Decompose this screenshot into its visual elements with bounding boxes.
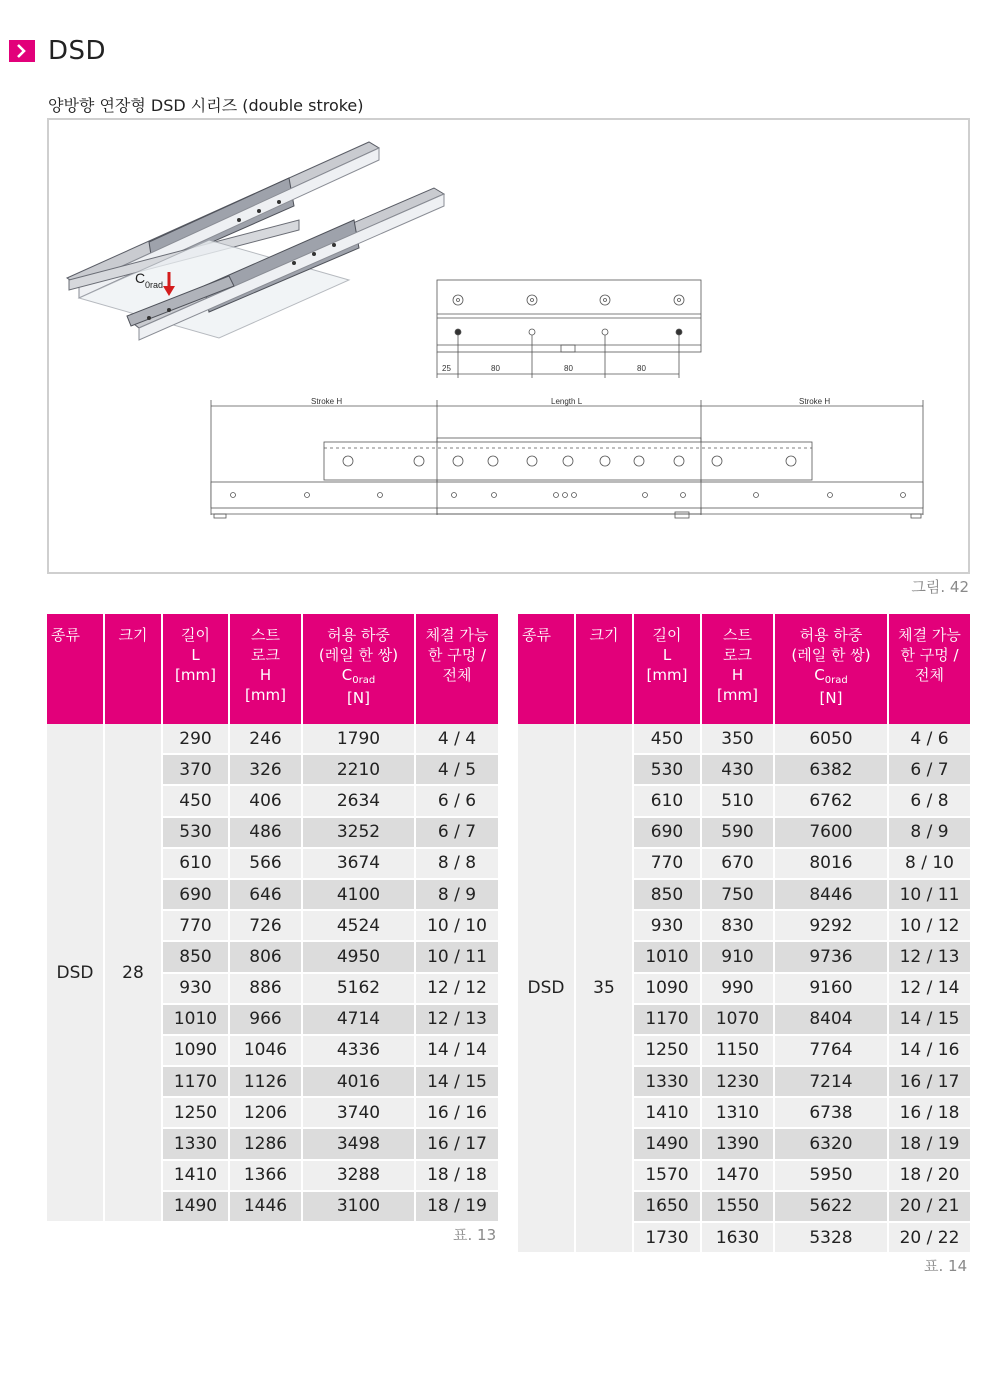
stroke-cell: 1470 bbox=[702, 1161, 775, 1192]
length-cell: 530 bbox=[163, 818, 230, 849]
holes-cell: 14 / 15 bbox=[416, 1067, 498, 1098]
holes-cell: 14 / 14 bbox=[416, 1036, 498, 1067]
holes-cell: 6 / 6 bbox=[416, 786, 498, 817]
load-cell: 5162 bbox=[303, 974, 416, 1005]
holes-cell: 4 / 5 bbox=[416, 755, 498, 786]
length-cell: 1730 bbox=[634, 1223, 702, 1254]
load-cell: 6320 bbox=[775, 1129, 889, 1160]
length-cell: 770 bbox=[634, 849, 702, 880]
length-cell: 1410 bbox=[634, 1098, 702, 1129]
length-cell: 1170 bbox=[163, 1067, 230, 1098]
stroke-cell: 1390 bbox=[702, 1129, 775, 1160]
stroke-cell: 910 bbox=[702, 942, 775, 973]
load-cell: 4714 bbox=[303, 1005, 416, 1036]
col-stroke: 스트 로크 H [mm] bbox=[230, 614, 303, 724]
length-cell: 1010 bbox=[163, 1005, 230, 1036]
svg-text:80: 80 bbox=[637, 364, 646, 373]
length-cell: 610 bbox=[634, 786, 702, 817]
length-cell: 770 bbox=[163, 911, 230, 942]
load-label: C bbox=[135, 270, 146, 286]
holes-cell: 12 / 13 bbox=[889, 942, 970, 973]
length-cell: 1090 bbox=[163, 1036, 230, 1067]
holes-cell: 10 / 12 bbox=[889, 911, 970, 942]
length-cell: 290 bbox=[163, 724, 230, 755]
holes-cell: 16 / 17 bbox=[889, 1067, 970, 1098]
length-cell: 930 bbox=[163, 974, 230, 1005]
holes-cell: 6 / 7 bbox=[416, 818, 498, 849]
svg-text:Stroke H: Stroke H bbox=[311, 397, 343, 406]
load-cell: 6738 bbox=[775, 1098, 889, 1129]
col-type: 종류 bbox=[47, 614, 105, 724]
length-cell: 450 bbox=[163, 786, 230, 817]
holes-cell: 14 / 16 bbox=[889, 1036, 970, 1067]
load-cell: 7764 bbox=[775, 1036, 889, 1067]
holes-cell: 12 / 13 bbox=[416, 1005, 498, 1036]
stroke-cell: 1630 bbox=[702, 1223, 775, 1254]
holes-cell: 6 / 7 bbox=[889, 755, 970, 786]
load-cell: 5328 bbox=[775, 1223, 889, 1254]
length-cell: 850 bbox=[163, 942, 230, 973]
col-holes: 체결 가능 한 구멍 / 전체 bbox=[416, 614, 498, 724]
figure-caption: 그림. 42 bbox=[911, 578, 969, 596]
stroke-cell: 646 bbox=[230, 880, 303, 911]
col-length: 길이 L [mm] bbox=[634, 614, 702, 724]
stroke-cell: 406 bbox=[230, 786, 303, 817]
chevron-right-icon bbox=[9, 40, 35, 62]
col-load: 허용 하중 (레일 한 쌍) $C_{0rad}$ [N] bbox=[303, 614, 416, 724]
stroke-cell: 886 bbox=[230, 974, 303, 1005]
page-title: DSD bbox=[48, 36, 107, 66]
load-cell: 7600 bbox=[775, 818, 889, 849]
col-stroke: 스트 로크 H [mm] bbox=[702, 614, 775, 724]
holes-cell: 20 / 21 bbox=[889, 1192, 970, 1223]
table-header-row bbox=[47, 614, 498, 724]
load-cell: 8016 bbox=[775, 849, 889, 880]
length-cell: 1650 bbox=[634, 1192, 702, 1223]
load-cell: 7214 bbox=[775, 1067, 889, 1098]
stroke-cell: 1446 bbox=[230, 1192, 303, 1223]
holes-cell: 8 / 9 bbox=[416, 880, 498, 911]
load-cell: 2634 bbox=[303, 786, 416, 817]
stroke-cell: 510 bbox=[702, 786, 775, 817]
length-cell: 370 bbox=[163, 755, 230, 786]
holes-cell: 14 / 15 bbox=[889, 1005, 970, 1036]
length-cell: 610 bbox=[163, 849, 230, 880]
load-cell: 2210 bbox=[303, 755, 416, 786]
holes-cell: 10 / 11 bbox=[416, 942, 498, 973]
holes-cell: 10 / 11 bbox=[889, 880, 970, 911]
svg-text:Stroke H: Stroke H bbox=[799, 397, 831, 406]
table-header-row bbox=[518, 614, 970, 724]
section-subtitle: 양방향 연장형 DSD 시리즈 (double stroke) bbox=[48, 96, 364, 115]
load-cell: 9736 bbox=[775, 942, 889, 973]
stroke-cell: 1286 bbox=[230, 1129, 303, 1160]
stroke-cell: 670 bbox=[702, 849, 775, 880]
dimension-labels-top bbox=[442, 364, 646, 373]
size-cell: 35 bbox=[576, 724, 634, 1254]
load-cell: 3288 bbox=[303, 1161, 416, 1192]
load-cell: 8404 bbox=[775, 1005, 889, 1036]
length-cell: 1570 bbox=[634, 1161, 702, 1192]
load-cell: 3100 bbox=[303, 1192, 416, 1223]
svg-text:25: 25 bbox=[442, 364, 451, 373]
length-cell: 1330 bbox=[163, 1129, 230, 1160]
length-cell: 850 bbox=[634, 880, 702, 911]
col-length: 길이 L [mm] bbox=[163, 614, 230, 724]
holes-cell: 18 / 18 bbox=[416, 1161, 498, 1192]
spec-table-14 bbox=[518, 614, 970, 1254]
load-cell: 3252 bbox=[303, 818, 416, 849]
load-cell: 4016 bbox=[303, 1067, 416, 1098]
load-cell: 4336 bbox=[303, 1036, 416, 1067]
load-cell: 9292 bbox=[775, 911, 889, 942]
stroke-cell: 1310 bbox=[702, 1098, 775, 1129]
size-cell: 28 bbox=[105, 724, 163, 1223]
length-cell: 1490 bbox=[634, 1129, 702, 1160]
stroke-labels bbox=[311, 397, 830, 406]
holes-cell: 8 / 8 bbox=[416, 849, 498, 880]
table-caption-13: 표. 13 bbox=[453, 1226, 497, 1244]
svg-text:Length L: Length L bbox=[551, 397, 583, 406]
length-cell: 1250 bbox=[163, 1098, 230, 1129]
stroke-cell: 830 bbox=[702, 911, 775, 942]
stroke-cell: 806 bbox=[230, 942, 303, 973]
length-cell: 450 bbox=[634, 724, 702, 755]
stroke-cell: 590 bbox=[702, 818, 775, 849]
side-view bbox=[211, 438, 923, 518]
holes-cell: 16 / 16 bbox=[416, 1098, 498, 1129]
table-body bbox=[518, 724, 970, 1254]
stroke-cell: 486 bbox=[230, 818, 303, 849]
isometric-rail-illustration bbox=[67, 142, 444, 340]
table-body bbox=[47, 724, 498, 1223]
length-cell: 1330 bbox=[634, 1067, 702, 1098]
load-cell: 9160 bbox=[775, 974, 889, 1005]
holes-cell: 4 / 6 bbox=[889, 724, 970, 755]
load-cell: 6382 bbox=[775, 755, 889, 786]
table-row bbox=[47, 724, 498, 755]
col-load: 허용 하중 (레일 한 쌍) $C_{0rad}$ [N] bbox=[775, 614, 889, 724]
stroke-cell: 326 bbox=[230, 755, 303, 786]
rail-drawing bbox=[49, 120, 968, 572]
holes-cell: 8 / 10 bbox=[889, 849, 970, 880]
col-holes: 체결 가능 한 구멍 / 전체 bbox=[889, 614, 970, 724]
load-cell: 6050 bbox=[775, 724, 889, 755]
stroke-cell: 1230 bbox=[702, 1067, 775, 1098]
load-cell: 3674 bbox=[303, 849, 416, 880]
load-cell: 5950 bbox=[775, 1161, 889, 1192]
holes-cell: 18 / 20 bbox=[889, 1161, 970, 1192]
type-cell: DSD bbox=[47, 724, 105, 1223]
length-cell: 930 bbox=[634, 911, 702, 942]
col-size: 크기 bbox=[576, 614, 634, 724]
stroke-cell: 1366 bbox=[230, 1161, 303, 1192]
holes-cell: 12 / 12 bbox=[416, 974, 498, 1005]
load-cell: 4524 bbox=[303, 911, 416, 942]
col-size: 크기 bbox=[105, 614, 163, 724]
stroke-cell: 1126 bbox=[230, 1067, 303, 1098]
length-cell: 690 bbox=[163, 880, 230, 911]
holes-cell: 10 / 10 bbox=[416, 911, 498, 942]
holes-cell: 20 / 22 bbox=[889, 1223, 970, 1254]
svg-text:80: 80 bbox=[491, 364, 500, 373]
stroke-cell: 566 bbox=[230, 849, 303, 880]
length-cell: 1170 bbox=[634, 1005, 702, 1036]
holes-cell: 6 / 8 bbox=[889, 786, 970, 817]
stroke-cell: 1070 bbox=[702, 1005, 775, 1036]
stroke-cell: 990 bbox=[702, 974, 775, 1005]
stroke-cell: 1046 bbox=[230, 1036, 303, 1067]
svg-text:80: 80 bbox=[564, 364, 573, 373]
stroke-cell: 726 bbox=[230, 911, 303, 942]
load-cell: 1790 bbox=[303, 724, 416, 755]
holes-cell: 18 / 19 bbox=[889, 1129, 970, 1160]
load-cell: 6762 bbox=[775, 786, 889, 817]
stroke-cell: 1550 bbox=[702, 1192, 775, 1223]
holes-cell: 12 / 14 bbox=[889, 974, 970, 1005]
stroke-cell: 1206 bbox=[230, 1098, 303, 1129]
stroke-cell: 966 bbox=[230, 1005, 303, 1036]
holes-cell: 16 / 17 bbox=[416, 1129, 498, 1160]
table-caption-14: 표. 14 bbox=[924, 1257, 968, 1275]
length-cell: 1010 bbox=[634, 942, 702, 973]
load-cell: 3740 bbox=[303, 1098, 416, 1129]
length-cell: 1250 bbox=[634, 1036, 702, 1067]
spec-table-13 bbox=[47, 614, 498, 1223]
holes-cell: 16 / 18 bbox=[889, 1098, 970, 1129]
length-cell: 690 bbox=[634, 818, 702, 849]
load-label-sub: 0rad bbox=[145, 280, 164, 290]
type-cell: DSD bbox=[518, 724, 576, 1254]
load-cell: 3498 bbox=[303, 1129, 416, 1160]
stroke-cell: 1150 bbox=[702, 1036, 775, 1067]
col-type: 종류 bbox=[518, 614, 576, 724]
length-cell: 1410 bbox=[163, 1161, 230, 1192]
holes-cell: 4 / 4 bbox=[416, 724, 498, 755]
stroke-cell: 750 bbox=[702, 880, 775, 911]
figure-panel bbox=[47, 118, 970, 574]
holes-cell: 8 / 9 bbox=[889, 818, 970, 849]
stroke-cell: 246 bbox=[230, 724, 303, 755]
load-cell: 4100 bbox=[303, 880, 416, 911]
load-cell: 8446 bbox=[775, 880, 889, 911]
length-cell: 1090 bbox=[634, 974, 702, 1005]
stroke-cell: 430 bbox=[702, 755, 775, 786]
table-row bbox=[518, 724, 970, 755]
length-cell: 530 bbox=[634, 755, 702, 786]
stroke-cell: 350 bbox=[702, 724, 775, 755]
load-cell: 5622 bbox=[775, 1192, 889, 1223]
holes-cell: 18 / 19 bbox=[416, 1192, 498, 1223]
length-cell: 1490 bbox=[163, 1192, 230, 1223]
load-cell: 4950 bbox=[303, 942, 416, 973]
